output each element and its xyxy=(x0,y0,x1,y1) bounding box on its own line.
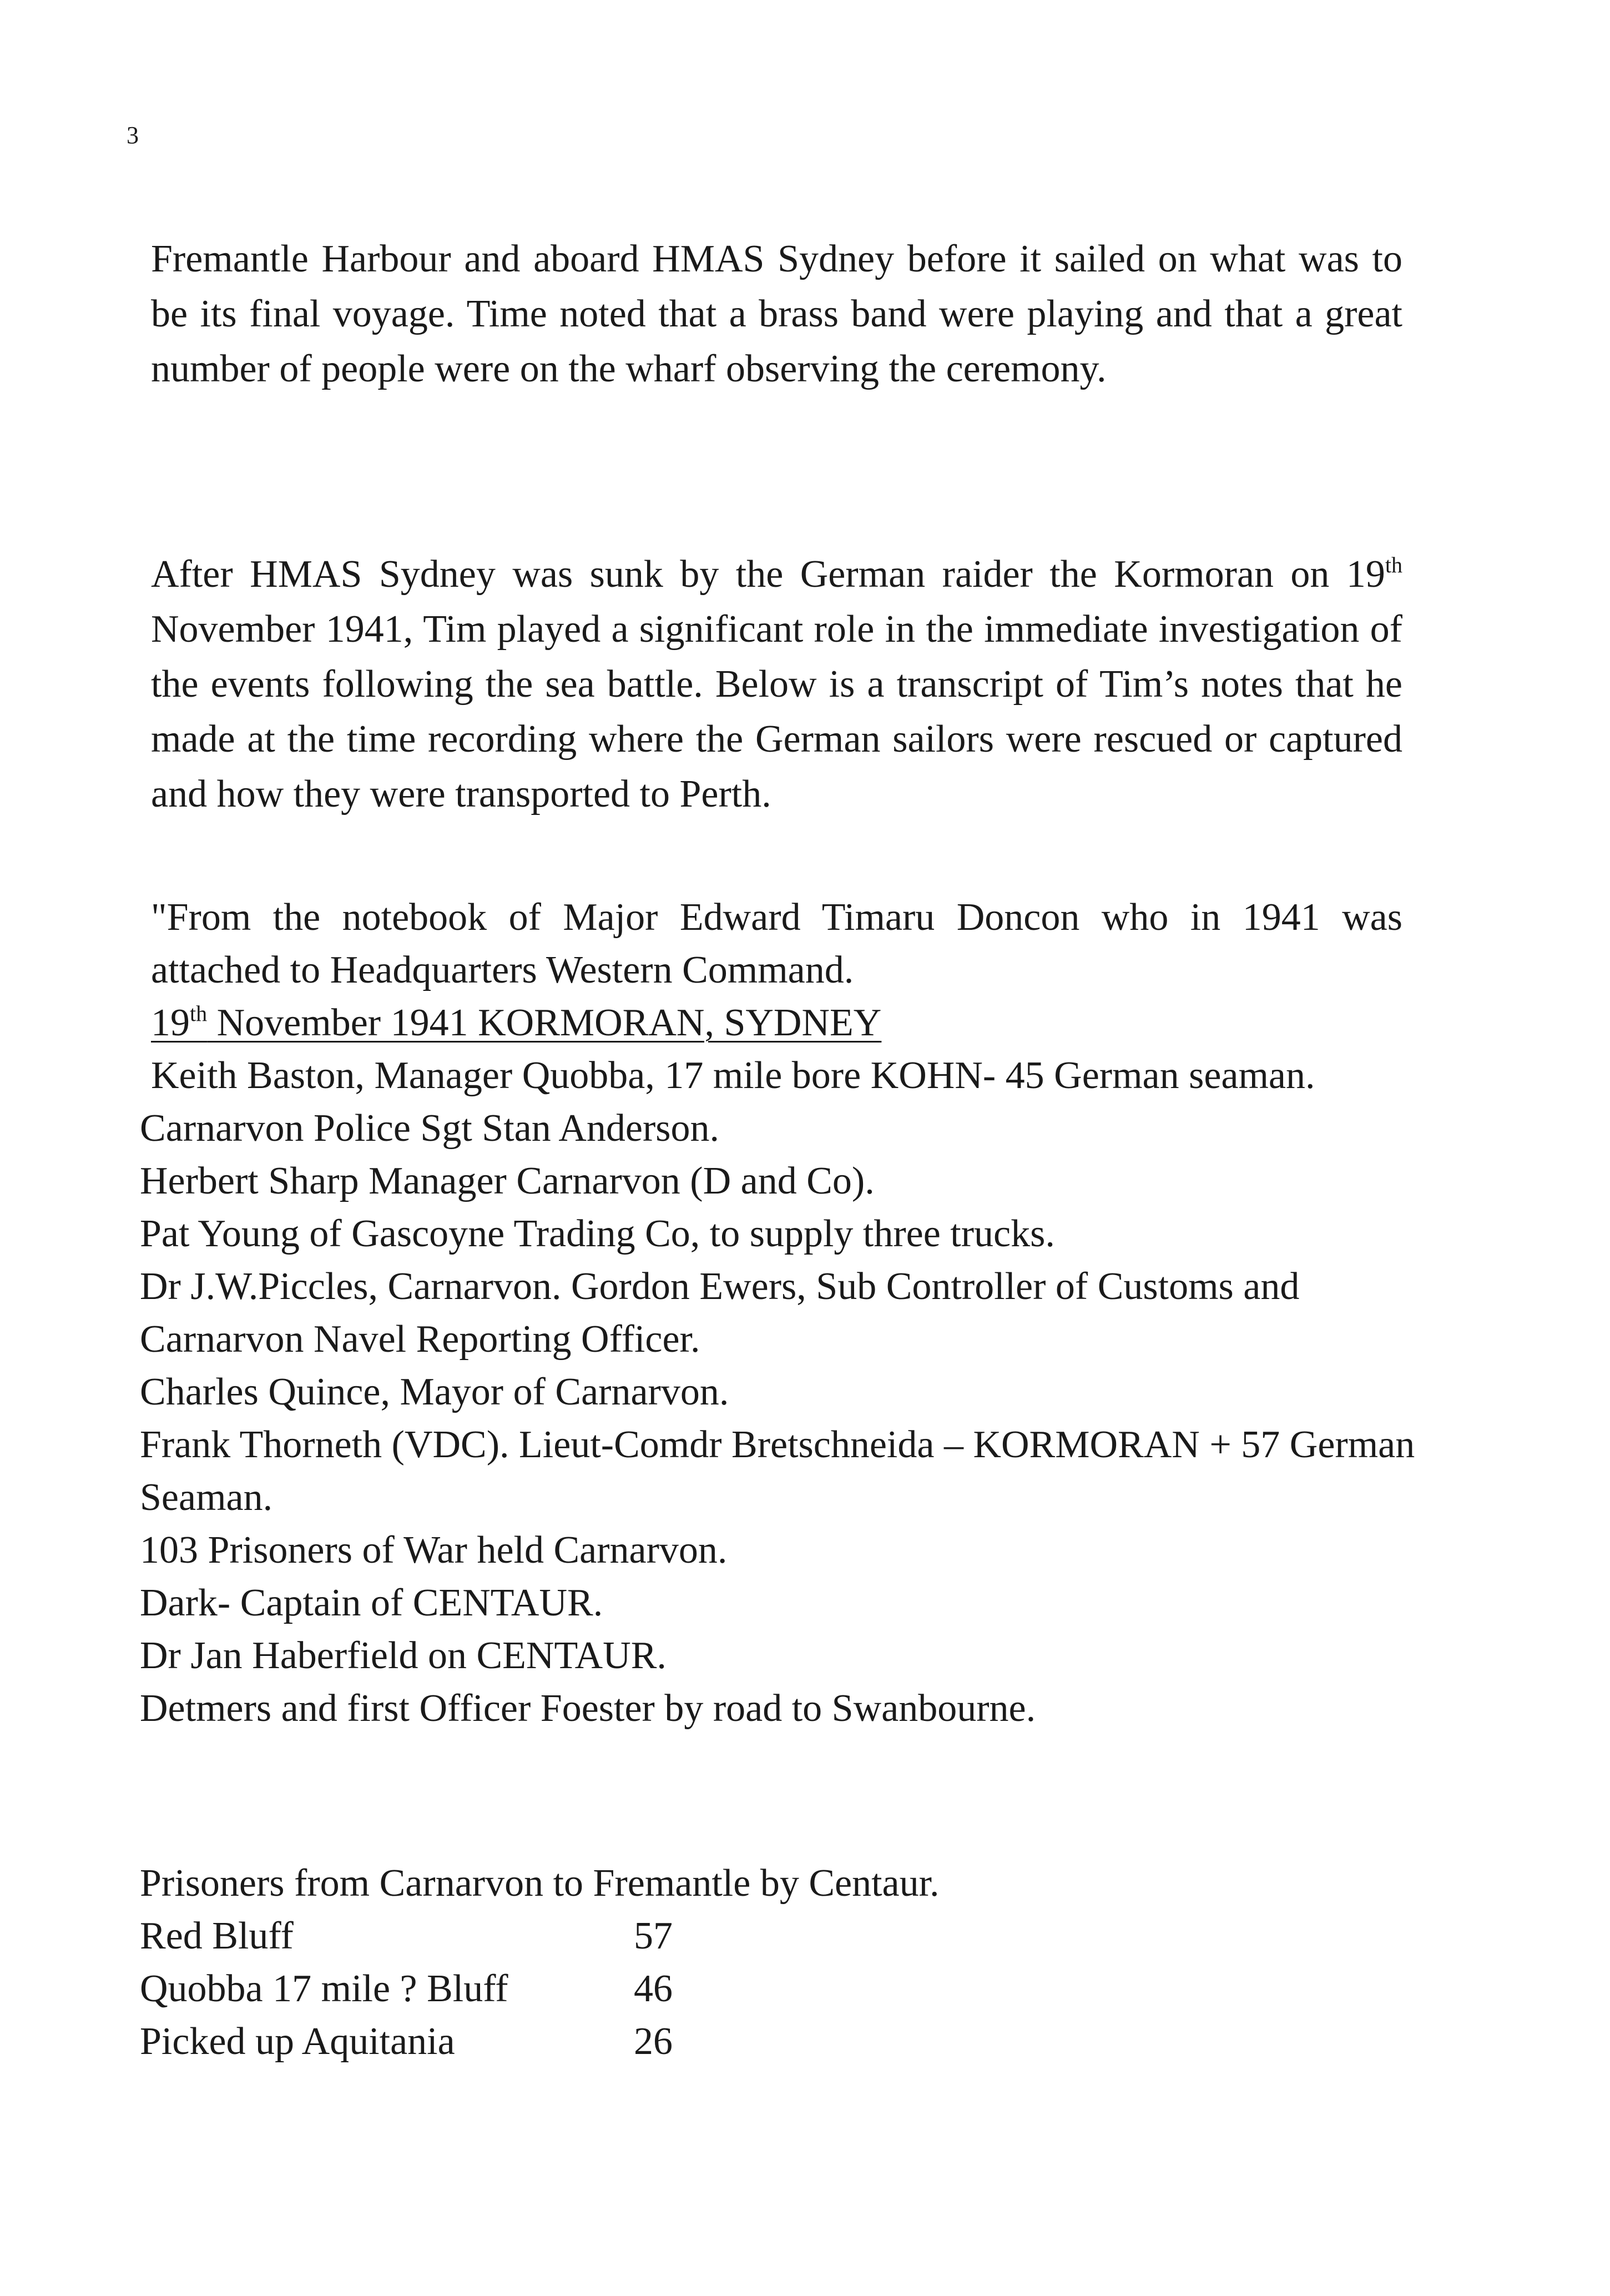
prisoners-section xyxy=(140,1857,1416,2068)
table-row xyxy=(140,2015,745,2068)
notebook-entry: Dr J.W.Piccles, Carnarvon. Gordon Ewers, Sub Controller of Customs and Carnarvon Navel Reporting Officer. xyxy=(140,1265,1300,1361)
notebook-entry: Herbert Sharp Manager Carnarvon (D and Co). xyxy=(140,1160,875,1202)
notebook-date-heading xyxy=(140,996,1416,1049)
prisoner-count: 46 xyxy=(634,1967,673,2010)
date-day: 19 xyxy=(151,1001,190,1044)
prisoner-count: 26 xyxy=(634,2020,673,2063)
ordinal-suffix: th xyxy=(1385,552,1402,577)
date-rest: November 1941 KORMORAN, SYDNEY xyxy=(207,1001,882,1044)
paragraph-text-start: After HMAS Sydney was sunk by the German raider the Kormoran on 19 xyxy=(151,553,1385,596)
notebook-entry: Pat Young of Gascoyne Trading Co, to supply three trucks. xyxy=(140,1212,1055,1255)
notebook-entry: Detmers and first Officer Foester by road to Swanbourne. xyxy=(140,1687,1036,1730)
prisoner-location: Red Bluff xyxy=(140,1915,294,1957)
notebook-intro: "From the notebook of Major Edward Timaru Doncon who in 1941 was attached to Headquarters Western Command. xyxy=(151,896,1402,991)
date-ordinal-suffix: th xyxy=(190,1001,208,1026)
notebook-entry: Dark- Captain of CENTAUR. xyxy=(140,1582,603,1624)
notebook-transcript xyxy=(140,891,1416,1735)
paragraph-sydney-sunk xyxy=(151,547,1402,822)
paragraph-fremantle: Fremantle Harbour and aboard HMAS Sydney before it sailed on what was to be its final voyage. Time noted that a brass band were playing and that a great number of people were on the wharf observing the ceremony. xyxy=(151,238,1402,390)
prisoner-location: Quobba 17 mile ? Bluff xyxy=(140,1967,508,2010)
notebook-entry: Frank Thorneth (VDC). Lieut-Comdr Bretschneida – KORMORAN + 57 German Seaman. xyxy=(140,1423,1415,1519)
table-row xyxy=(140,1910,745,1962)
paragraph-text-end: November 1941, Tim played a significant role in the immediate investigation of the events following the sea battle. Below is a transcript of Tim’s notes that he made at the time recording where the German sailors were rescued or captured and how they were transported to Perth. xyxy=(151,608,1402,815)
prisoner-count: 57 xyxy=(634,1915,673,1957)
table-row xyxy=(140,1962,745,2015)
notebook-entry: Dr Jan Haberfield on CENTAUR. xyxy=(140,1634,667,1677)
prisoner-location: Picked up Aquitania xyxy=(140,2020,455,2063)
prisoners-heading: Prisoners from Carnarvon to Fremantle by Centaur. xyxy=(140,1862,940,1905)
notebook-entry: Charles Quince, Mayor of Carnarvon. xyxy=(140,1371,729,1413)
notebook-entry: Carnarvon Police Sgt Stan Anderson. xyxy=(140,1107,720,1150)
prisoners-table xyxy=(140,1910,745,2068)
notebook-entry: Keith Baston, Manager Quobba, 17 mile bore KOHN- 45 German seaman. xyxy=(151,1054,1315,1097)
notebook-entry: 103 Prisoners of War held Carnarvon. xyxy=(140,1529,728,1572)
page-number: 3 xyxy=(127,122,139,149)
